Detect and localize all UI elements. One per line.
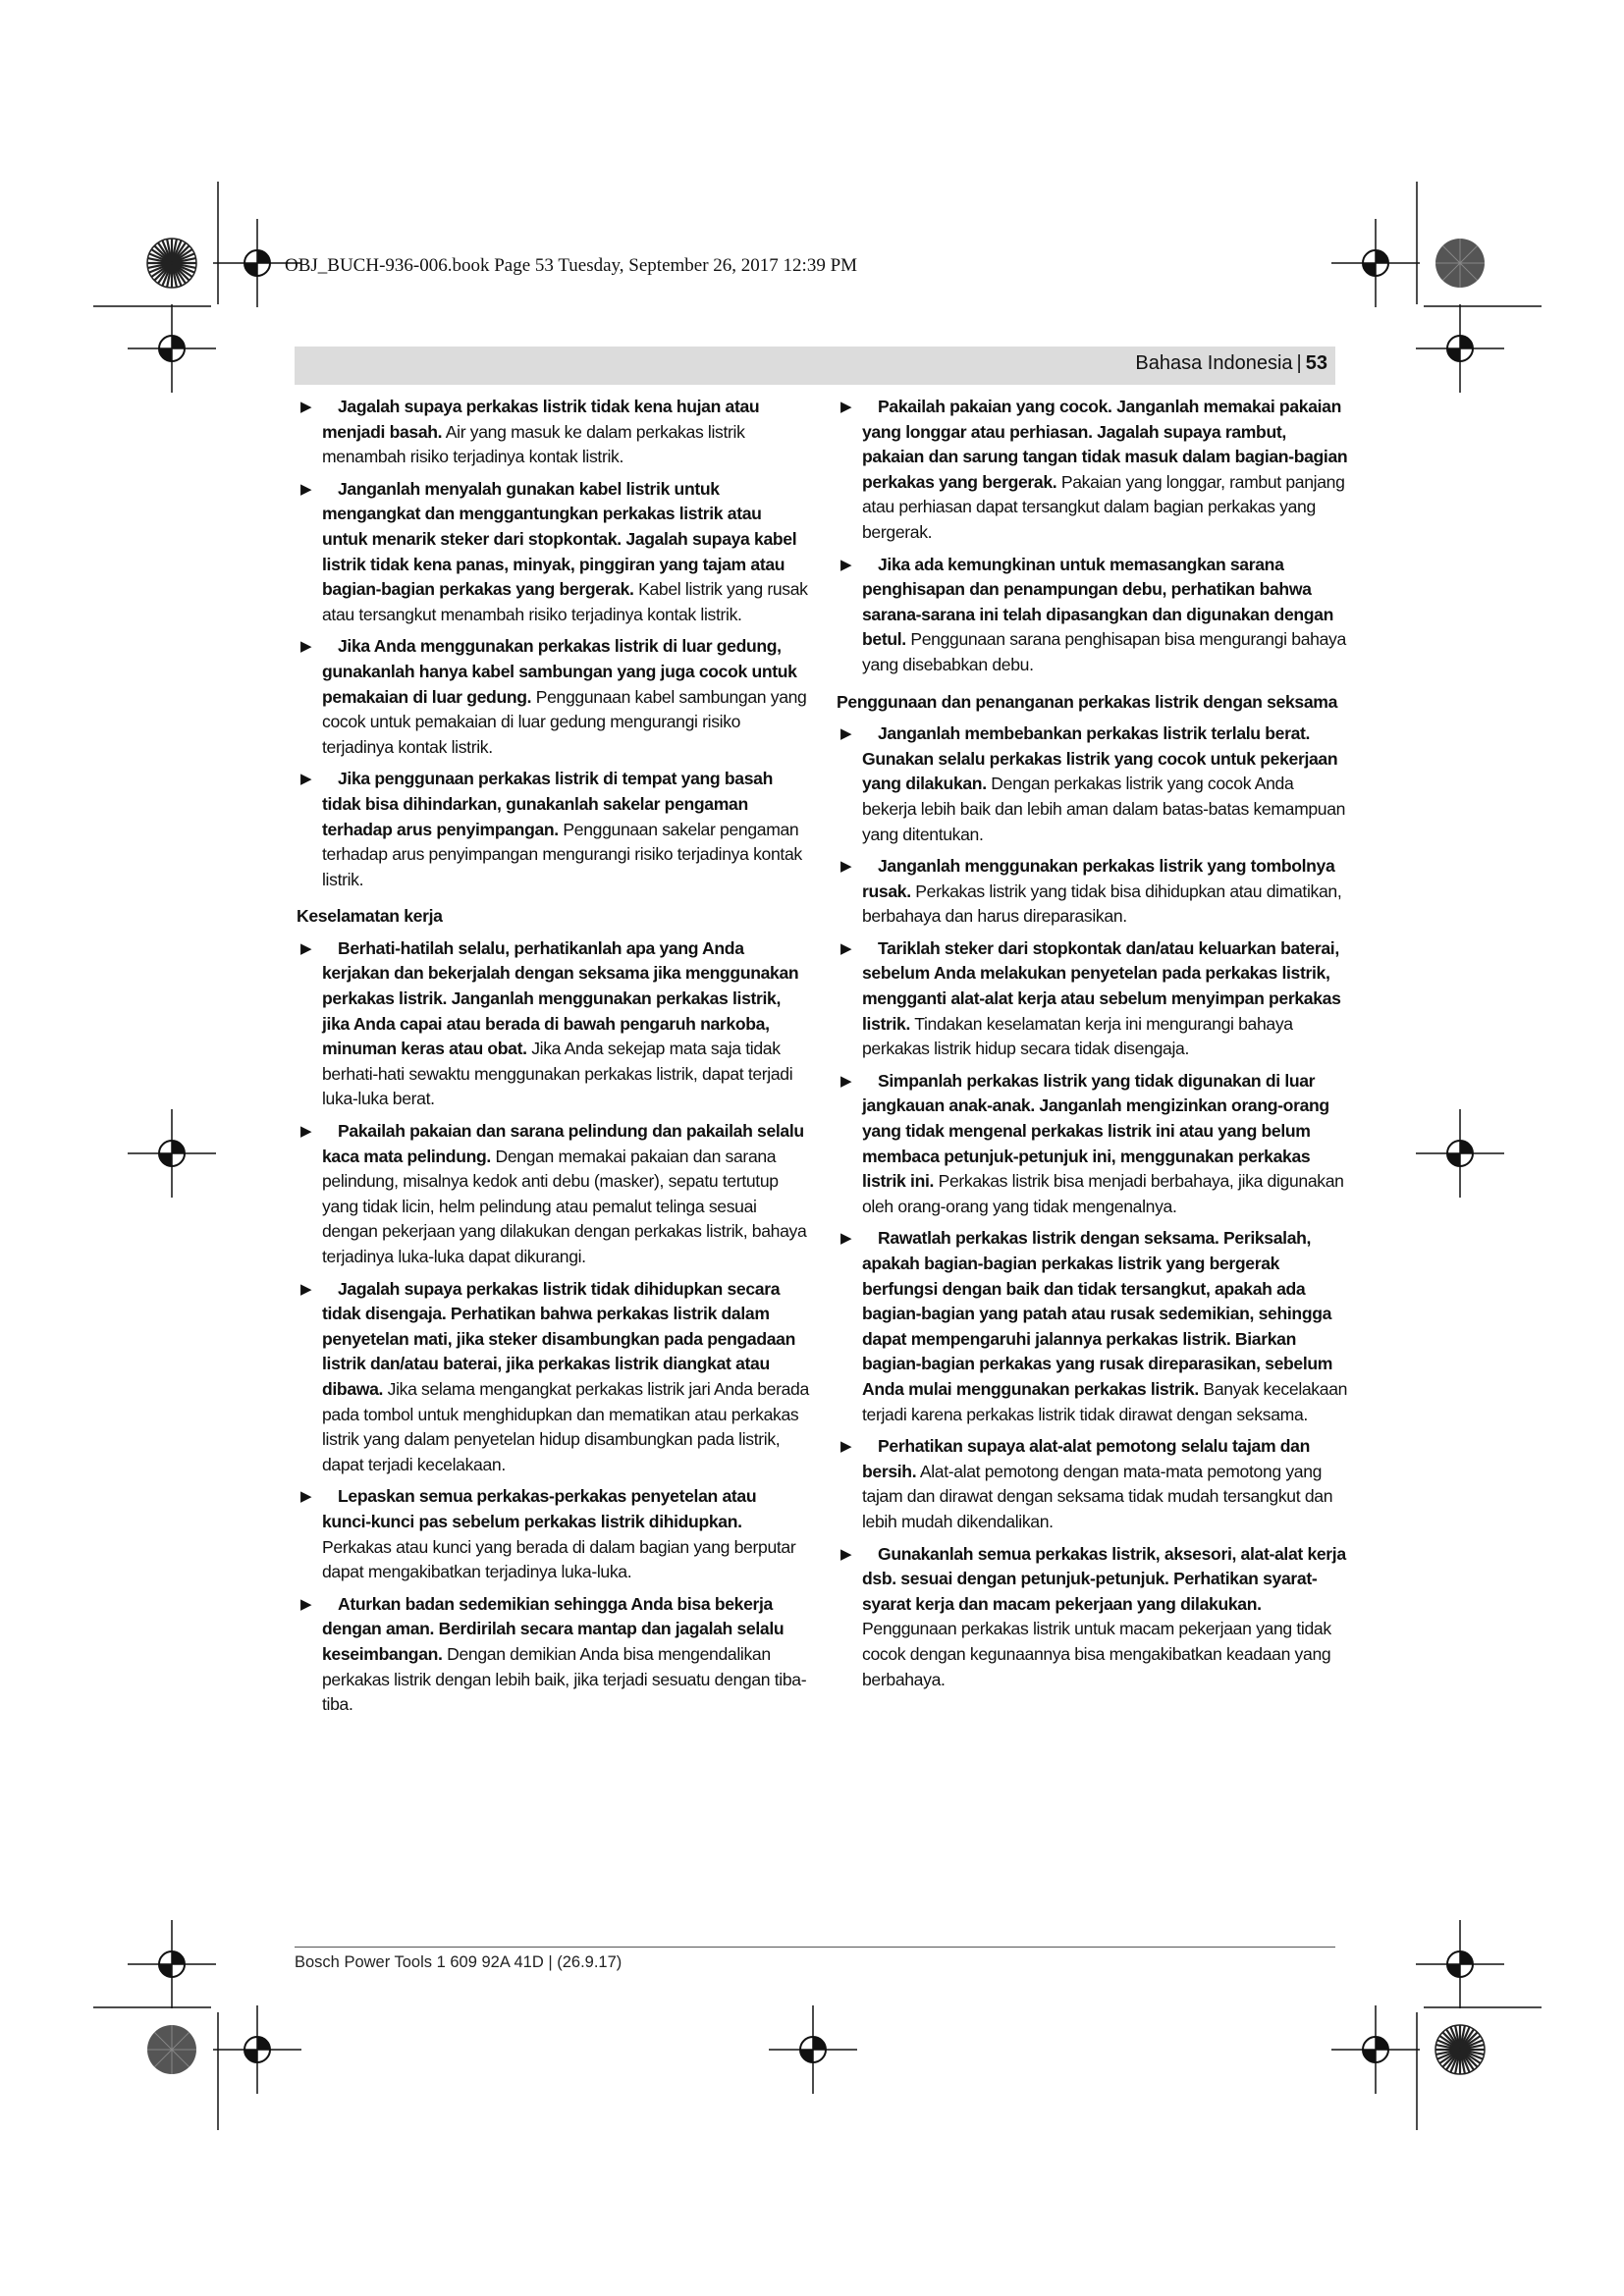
registration-mark-icon <box>1416 1920 1504 2008</box>
triangle-bullet-icon: ▶ <box>840 725 852 743</box>
header-section: Bahasa Indonesia <box>1135 352 1293 374</box>
list-item: ▶ Jika ada kemungkinan untuk memasangkan sarana penghisapan dan penampungan debu, perhatikan bahwa sarana-sarana ini telah dipasangkan dan digunakan dengan betul. Penggunaan sarana penghisapan bisa mengurangi bahaya yang disebabkan debu. <box>840 554 1346 674</box>
triangle-bullet-icon: ▶ <box>300 1280 312 1298</box>
triangle-bullet-icon: ▶ <box>840 1230 852 1248</box>
color-wheel-icon <box>147 2025 196 2074</box>
right-column <box>837 395 1352 1699</box>
list-item: ▶ Perhatikan supaya alat-alat pemotong selalu tajam dan bersih. Alat-alat pemotong dengan mata-mata pemotong yang tajam dan dirawat dengan seksama tidak mudah tersangkut dan lebih mudah dikendalikan. <box>840 1436 1333 1531</box>
triangle-bullet-icon: ▶ <box>840 399 852 415</box>
list-item: ▶ Aturkan badan sedemikian sehingga Anda bisa bekerja dengan aman. Berdirilah secara mantap dan jagalah selalu keseimbangan. Dengan demikian Anda bisa mengendalikan perkakas listrik dengan lebih baik, jika terjadi sesuatu dengan tiba-tiba. <box>300 1593 807 1715</box>
registration-mark-icon <box>1331 2005 1420 2094</box>
registration-mark-icon <box>128 304 216 393</box>
triangle-bullet-icon: ▶ <box>300 771 312 788</box>
list-item: ▶ Berhati-hatilah selalu, perhatikanlah apa yang Anda kerjakan dan bekerjalah dengan seksama jika menggunakan perkakas listrik. Janganlah menggunakan perkakas listrik, jika Anda capai atau berada di bawah pengaruh narkoba, minuman keras atau obat. Jika Anda sekejap mata saja tidak berhati-hati sewaktu menggunakan perkakas listrik, dapat terjadi luka-luka berat. <box>300 937 799 1109</box>
list-item: ▶ Rawatlah perkakas listrik dengan seksama. Periksalah, apakah bagian-bagian perkakas listrik yang bergerak berfungsi dengan baik dan tidak tersangkut, apakah ada bagian-bagian yang patah atau rusak sedemikian, sehingga dapat mempengaruhi jalannya perkakas listrik. Biarkan bagian-bagian perkakas yang rusak direparasikan, sebelum Anda mulai menggunakan perkakas listrik. Banyak kecelakaan terjadi karena perkakas listrik tidak dirawat dengan seksama. <box>840 1228 1348 1424</box>
header-text <box>1135 352 1327 375</box>
triangle-bullet-icon: ▶ <box>300 939 312 957</box>
list-item: ▶ Jika Anda menggunakan perkakas listrik di luar gedung, gunakanlah hanya kabel sambungan yang juga cocok untuk pemakaian di luar gedung. Penggunaan kabel sambungan yang cocok untuk pemakaian di luar gedung mengurangi risiko terjadinya kontak listrik. <box>300 636 807 757</box>
triangle-bullet-icon: ▶ <box>300 399 312 415</box>
triangle-bullet-icon: ▶ <box>840 1072 852 1090</box>
list-item: ▶ Janganlah menyalah gunakan kabel listrik untuk mengangkat dan menggantungkan perkakas listrik atau untuk menarik steker dari stopkontak. Jagalah supaya kabel listrik tidak kena panas, minyak, pinggiran yang tajam atau bagian-bagian perkakas yang bergerak. Kabel listrik yang rusak atau tersangkut menambah risiko terjadinya kontak listrik. <box>300 478 808 624</box>
triangle-bullet-icon: ▶ <box>840 1545 852 1563</box>
registration-mark-icon <box>213 2005 301 2094</box>
list-item: ▶ Gunakanlah semua perkakas listrik, aksesori, alat-alat kerja dsb. sesuai dengan petunjuk-petunjuk. Perhatikan syarat-syarat kerja dan macam pekerjaan yang dilakukan. Penggunaan perkakas listrik untuk macam pekerjaan yang tidak cocok dengan kegunaannya bisa mengakibatkan keadaan yang berbahaya. <box>840 1543 1346 1689</box>
running-header <box>295 347 1335 385</box>
triangle-bullet-icon: ▶ <box>300 1488 312 1506</box>
triangle-bullet-icon: ▶ <box>840 1438 852 1456</box>
page-number: 53 <box>1305 352 1327 374</box>
list-item: ▶ Simpanlah perkakas listrik yang tidak digunakan di luar jangkauan anak-anak. Janganlah mengizinkan orang-orang yang tidak mengenal perkakas listrik ini atau yang belum membaca petunjuk-petunjuk ini, menggunakan perkakas listrik ini. Perkakas listrik bisa menjadi berbahaya, jika digunakan oleh orang-orang yang tidak mengenalnya. <box>840 1070 1344 1216</box>
triangle-bullet-icon: ▶ <box>300 1123 312 1141</box>
right-items-bottom <box>837 721 1352 1692</box>
registration-mark-icon <box>769 2005 857 2094</box>
registration-mark-icon <box>1331 219 1420 307</box>
list-item: ▶ Pakailah pakaian dan sarana pelindung dan pakailah selalu kaca mata pelindung. Dengan memakai pakaian dan sarana pelindung, misalnya kedok anti debu (masker), sepatu tertutup yang tidak licin, helm pelindung atau pemalut telinga sesuai dengan pekerjaan yang dilakukan dengan perkakas listrik, bahaya terjadinya luka-luka dapat dikurangi. <box>300 1121 807 1266</box>
registration-mark-icon <box>1416 1109 1504 1198</box>
registration-mark-icon <box>128 1920 216 2008</box>
section-heading: Keselamatan kerja <box>297 906 443 927</box>
list-item: ▶ Tariklah steker dari stopkontak dan/atau keluarkan baterai, sebelum Anda melakukan penyetelan pada perkakas listrik, mengganti alat-alat kerja atau sebelum menyimpan perkakas listrik. Tindakan keselamatan kerja ini mengurangi bahaya perkakas listrik hidup secara tidak disengaja. <box>840 937 1341 1059</box>
list-item: ▶ Pakailah pakaian yang cocok. Janganlah memakai pakaian yang longgar atau perhiasan. Jagalah supaya rambut, pakaian dan sarung tangan tidak masuk dalam bagian-bagian perkakas yang bergerak. Pakaian yang longgar, rambut panjang atau perhiasan dapat tersangkut dalam bagian perkakas yang bergerak. <box>840 397 1348 542</box>
color-wheel-icon <box>1435 239 1485 288</box>
right-items-top <box>837 395 1352 678</box>
triangle-bullet-icon: ▶ <box>840 858 852 876</box>
section-heading: Penggunaan dan penanganan perkakas listrik dengan seksama <box>837 691 1338 712</box>
triangle-bullet-icon: ▶ <box>300 480 312 498</box>
print-slug: OBJ_BUCH-936-006.book Page 53 Tuesday, September 26, 2017 12:39 PM <box>285 255 858 276</box>
list-item: ▶ Lepaskan semua perkakas-perkakas penyetelan atau kunci-kunci pas sebelum perkakas listrik dihidupkan. Perkakas atau kunci yang berada di dalam bagian yang berputar dapat mengakibatkan terjadinya luka-luka. <box>300 1486 796 1582</box>
header-separator: | <box>1296 352 1302 374</box>
registration-mark-icon <box>1416 304 1504 393</box>
triangle-bullet-icon: ▶ <box>300 1595 312 1613</box>
list-item: ▶ Janganlah membebankan perkakas listrik terlalu berat. Gunakan selalu perkakas listrik yang cocok untuk pekerjaan yang dilakukan. Dengan perkakas listrik yang cocok Anda bekerja lebih baik dan lebih aman dalam batas-batas kemampuan yang ditentukan. <box>840 723 1346 844</box>
triangle-bullet-icon: ▶ <box>840 939 852 957</box>
list-item: ▶ Jagalah supaya perkakas listrik tidak kena hujan atau menjadi basah. Air yang masuk ke dalam perkakas listrik menambah risiko terjadinya kontak listrik. <box>300 397 760 467</box>
footer-text: Bosch Power Tools 1 609 92A 41D | (26.9.17) <box>295 1953 623 1971</box>
left-column <box>297 395 809 1725</box>
list-item: ▶ Janganlah menggunakan perkakas listrik yang tombolnya rusak. Perkakas listrik yang tidak bisa dihidupkan atau dimatikan, berbahaya dan harus direparasikan. <box>840 856 1342 927</box>
left-items-bottom <box>297 936 809 1718</box>
footer-rule <box>295 1947 1335 1948</box>
triangle-bullet-icon: ▶ <box>840 556 852 573</box>
registration-mark-icon <box>128 1109 216 1198</box>
left-items-top <box>297 395 809 892</box>
triangle-bullet-icon: ▶ <box>300 638 312 656</box>
color-wheel-icon <box>147 239 196 288</box>
color-wheel-icon <box>1435 2025 1485 2074</box>
list-item: ▶ Jika penggunaan perkakas listrik di tempat yang basah tidak bisa dihindarkan, gunakanlah sakelar pengaman terhadap arus penyimpangan. Penggunaan sakelar pengaman terhadap arus penyimpangan mengurangi risiko terjadinya kontak listrik. <box>300 769 802 889</box>
list-item: ▶ Jagalah supaya perkakas listrik tidak dihidupkan secara tidak disengaja. Perhatikan bahwa perkakas listrik dalam penyetelan mati, jika steker disambungkan pada pengadaan listrik dan/atau baterai, jika perkakas listrik diangkat atau dibawa. Jika selama mengangkat perkakas listrik jari Anda berada pada tombol untuk menghidupkan dan mematikan atau perkakas listrik yang dalam penyetelan hidup disambungkan pada listrik, dapat terjadi kecelakaan. <box>300 1278 809 1474</box>
